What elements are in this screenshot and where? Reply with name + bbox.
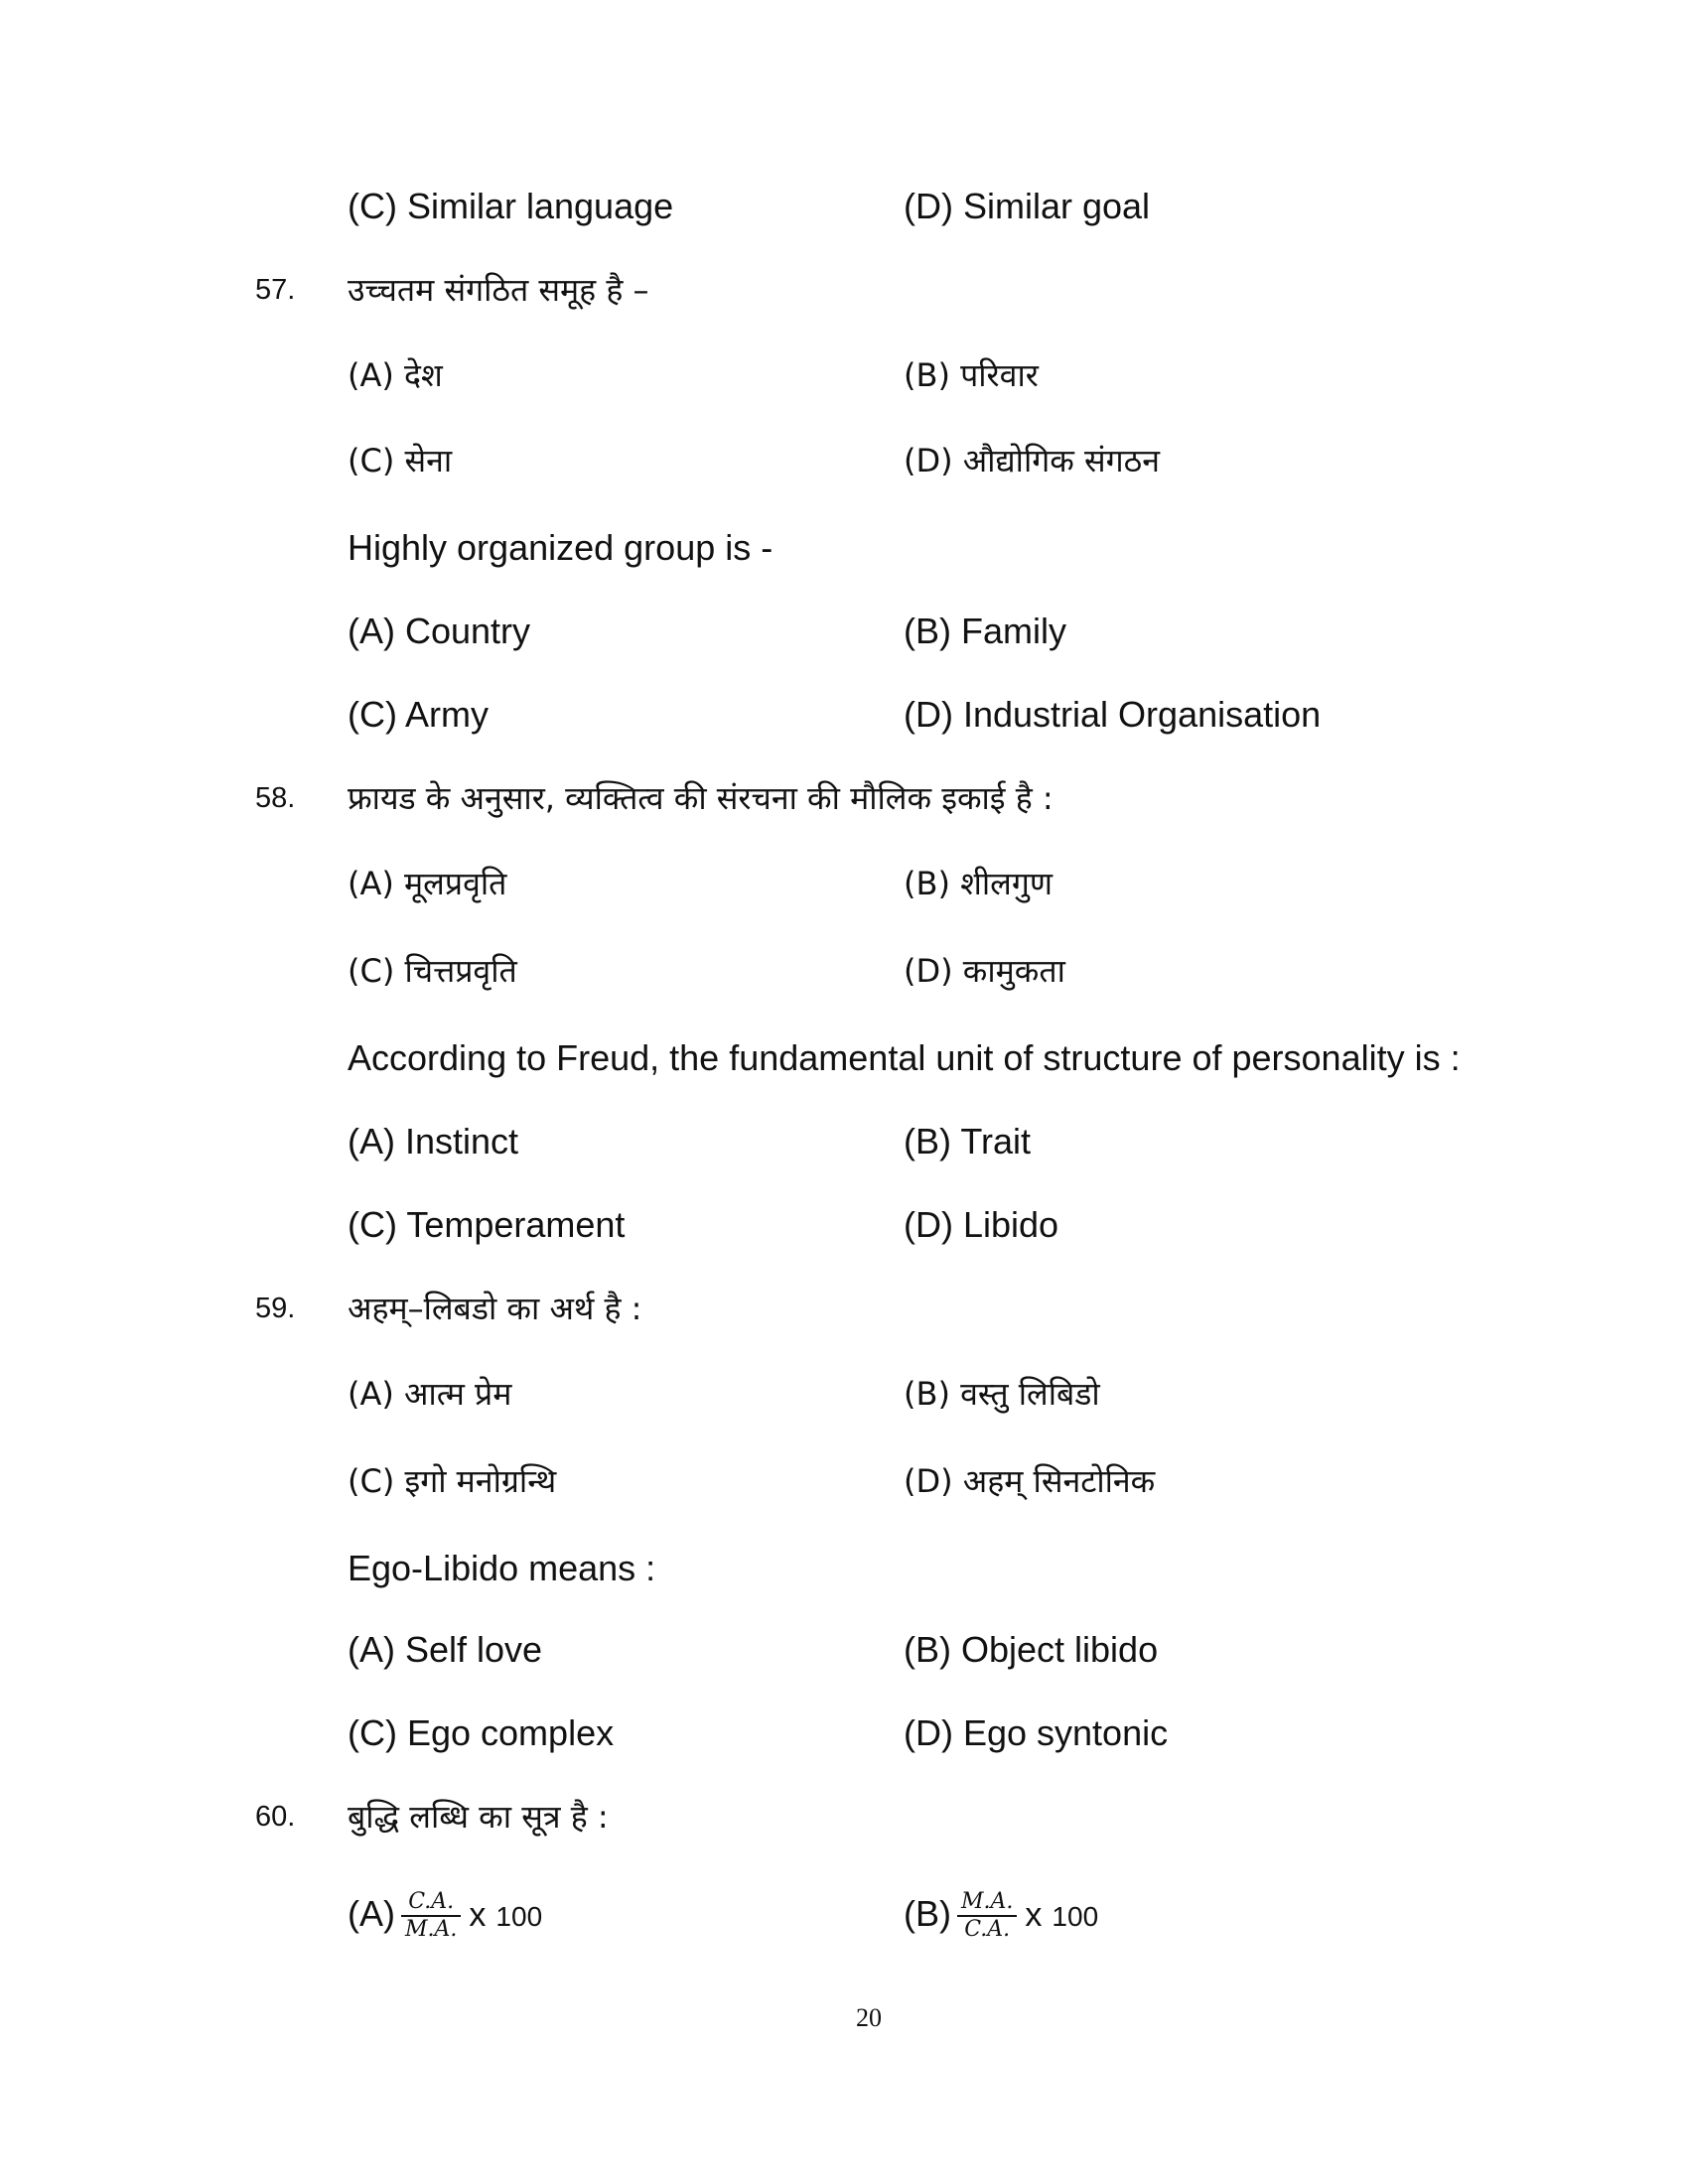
q60-option-b-fraction — [957, 1889, 1017, 1943]
q59-hindi-options-row-1 — [0, 1364, 1688, 1424]
q60-option-b-factor: 100 — [1052, 1901, 1099, 1932]
q57-hindi-option-d: (D) औद्योगिक संगठन — [904, 442, 1161, 479]
q59-english-question: Ego-Libido means : — [348, 1548, 656, 1588]
q58-english-option-c: (C) Temperament — [348, 1204, 626, 1245]
q59-number: 59. — [255, 1293, 296, 1324]
q59-hindi-question: अहम्–लिबडो का अर्थ है : — [348, 1290, 642, 1327]
q60-hindi-question-row — [0, 1787, 1688, 1846]
q59-hindi-question-row — [0, 1279, 1688, 1338]
q58-english-option-d: (D) Libido — [904, 1204, 1059, 1245]
q59-english-options-row-2 — [0, 1704, 1688, 1763]
q59-hindi-option-a: (A) आत्म प्रेम — [348, 1375, 512, 1413]
q59-hindi-option-b: (B) वस्तु लिबिडो — [904, 1375, 1100, 1413]
q57-hindi-options-row-1 — [0, 345, 1688, 405]
q57-number: 57. — [255, 274, 296, 306]
q59-english-option-a: (A) Self love — [348, 1629, 543, 1670]
q56-options-row-2 — [0, 177, 1688, 236]
q58-hindi-options-row-1 — [0, 854, 1688, 913]
q58-english-option-a: (A) Instinct — [348, 1121, 519, 1161]
q59-hindi-option-d: (D) अहम् सिनटोनिक — [904, 1462, 1156, 1500]
q60-option-a — [348, 1874, 542, 1957]
q58-hindi-question: फ्रायड के अनुसार, व्यक्तित्व की संरचना की मौलिक इकाई है : — [348, 779, 1054, 817]
q57-english-option-c: (C) Army — [348, 694, 489, 735]
q60-option-a-numerator: C.A. — [401, 1889, 461, 1917]
q59-hindi-option-c: (C) इगो मनोग्रन्थि — [348, 1462, 557, 1500]
q58-english-question-row — [0, 1028, 1688, 1088]
q58-hindi-option-a: (A) मूलप्रवृति — [348, 865, 507, 902]
q58-english-options-row-2 — [0, 1195, 1688, 1255]
q57-english-question-row — [0, 518, 1688, 578]
q57-hindi-question: उच्चतम संगठित समूह है – — [348, 271, 649, 309]
q59-english-option-c: (C) Ego complex — [348, 1712, 615, 1753]
q58-english-options-row-1 — [0, 1112, 1688, 1171]
q58-hindi-question-row — [0, 768, 1688, 828]
q59-english-option-d: (D) Ego syntonic — [904, 1712, 1169, 1753]
q60-option-a-factor: 100 — [495, 1901, 543, 1932]
q57-hindi-option-c: (C) सेना — [348, 442, 453, 479]
q57-english-option-b: (B) Family — [904, 611, 1066, 651]
q58-hindi-option-b: (B) शीलगुण — [904, 865, 1053, 902]
q57-hindi-option-a: (A) देश — [348, 356, 443, 394]
q57-english-options-row-1 — [0, 602, 1688, 661]
q56-option-d: (D) Similar goal — [904, 186, 1151, 226]
q60-option-b-numerator: M.A. — [957, 1889, 1017, 1917]
q59-english-question-row — [0, 1539, 1688, 1598]
q58-hindi-option-c: (C) चित्तप्रवृति — [348, 952, 517, 990]
q60-option-b-times: x — [1025, 1896, 1043, 1934]
q59-english-options-row-1 — [0, 1620, 1688, 1680]
q60-options-row — [0, 1874, 1688, 1954]
q60-option-a-label: (A) — [348, 1893, 395, 1934]
q60-option-b-label: (B) — [904, 1893, 951, 1934]
q60-option-b — [904, 1874, 1098, 1957]
q57-english-option-d: (D) Industrial Organisation — [904, 694, 1322, 735]
q57-hindi-option-b: (B) परिवार — [904, 356, 1039, 394]
q59-english-option-b: (B) Object libido — [904, 1629, 1159, 1670]
q58-hindi-options-row-2 — [0, 941, 1688, 1001]
q58-english-option-b: (B) Trait — [904, 1121, 1032, 1161]
q58-english-question: According to Freud, the fundamental unit of structure of personality is : — [348, 1037, 1461, 1078]
q60-option-a-times: x — [469, 1896, 487, 1934]
q57-english-options-row-2 — [0, 685, 1688, 745]
q60-option-a-fraction — [401, 1889, 461, 1943]
q59-hindi-options-row-2 — [0, 1451, 1688, 1511]
q60-number: 60. — [255, 1801, 296, 1833]
q58-hindi-option-d: (D) कामुकता — [904, 952, 1065, 990]
q57-english-option-a: (A) Country — [348, 611, 531, 651]
q57-english-question: Highly organized group is - — [348, 527, 774, 568]
q57-hindi-options-row-2 — [0, 431, 1688, 490]
page-number: 20 — [856, 2003, 882, 2032]
q60-hindi-question: बुद्धि लब्धि का सूत्र है : — [348, 1798, 609, 1836]
q56-option-c: (C) Similar language — [348, 186, 674, 226]
q58-number: 58. — [255, 782, 296, 814]
q60-option-a-denominator: M.A. — [405, 1917, 458, 1943]
q57-hindi-question-row — [0, 260, 1688, 320]
q60-option-b-denominator: C.A. — [964, 1917, 1011, 1943]
